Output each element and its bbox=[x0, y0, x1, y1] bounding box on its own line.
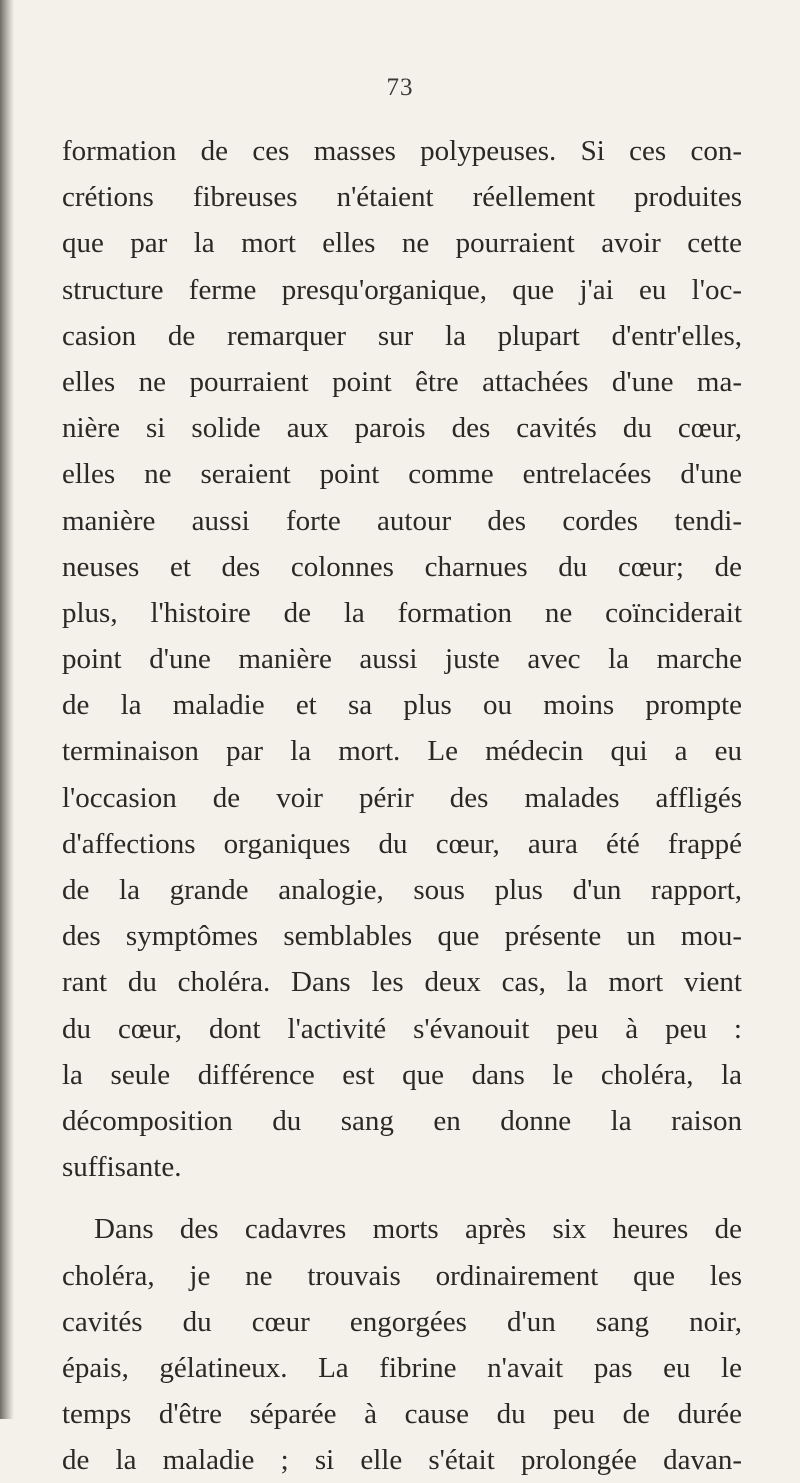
text-line: d'affections organiques du cœur, aura été frappé bbox=[62, 827, 742, 860]
paragraph bbox=[62, 1206, 742, 1483]
text-line: nière si solide aux parois des cavités du cœur, bbox=[62, 412, 742, 445]
paragraph bbox=[62, 128, 742, 1190]
text-line: point d'une manière aussi juste avec la marche bbox=[62, 643, 742, 676]
text-line: de la grande analogie, sous plus d'un rapport, bbox=[62, 874, 742, 906]
text-line: rant du choléra. Dans les deux cas, la mort vient bbox=[62, 966, 742, 999]
page-number: 73 bbox=[386, 74, 414, 101]
text-line: du cœur, dont l'activité s'évanouit peu à peu : bbox=[62, 1012, 742, 1045]
text-line: l'occasion de voir périr des malades affligés bbox=[62, 781, 742, 814]
text-line: de la maladie et sa plus ou moins prompte bbox=[62, 689, 742, 722]
text-line: elles ne pourraient point être attachées d'une ma- bbox=[62, 365, 742, 398]
text-line: casion de remarquer sur la plupart d'entr'elles, bbox=[62, 319, 742, 352]
text-line: crétions fibreuses n'étaient réellement produites bbox=[62, 181, 742, 214]
text-line: neuses et des colonnes charnues du cœur; de bbox=[62, 550, 742, 583]
text-line: elles ne seraient point comme entrelacées d'une bbox=[62, 458, 742, 491]
text-line: formation de ces masses polypeuses. Si ces con- bbox=[62, 135, 742, 167]
text-line: temps d'être séparée à cause du peu de durée bbox=[62, 1398, 742, 1431]
text-line: terminaison par la mort. Le médecin qui a eu bbox=[62, 735, 742, 768]
body-text bbox=[62, 128, 742, 1483]
paragraph-gap bbox=[62, 1190, 742, 1206]
text-line: cavités du cœur engorgées d'un sang noir, bbox=[62, 1305, 742, 1338]
text-line: épais, gélatineux. La fibrine n'avait pas eu le bbox=[62, 1351, 742, 1384]
text-line: que par la mort elles ne pourraient avoir cette bbox=[62, 227, 742, 260]
text-line: décomposition du sang en donne la raison bbox=[62, 1104, 742, 1137]
text-line: des symptômes semblables que présente un mou- bbox=[62, 920, 742, 953]
page-binding-edge bbox=[0, 0, 14, 1419]
text-line: manière aussi forte autour des cordes tendi- bbox=[62, 504, 742, 537]
text-line: Dans des cadavres morts après six heures de bbox=[94, 1213, 742, 1246]
text-line: structure ferme presqu'organique, que j'ai eu l'oc- bbox=[62, 273, 742, 306]
text-line: de la maladie ; si elle s'était prolongée davan- bbox=[62, 1444, 742, 1477]
text-line: suffisante. bbox=[62, 1151, 182, 1184]
text-line: la seule différence est que dans le choléra, la bbox=[62, 1058, 742, 1091]
text-line: plus, l'histoire de la formation ne coïnciderait bbox=[62, 596, 742, 629]
text-line: choléra, je ne trouvais ordinairement que les bbox=[62, 1259, 742, 1292]
